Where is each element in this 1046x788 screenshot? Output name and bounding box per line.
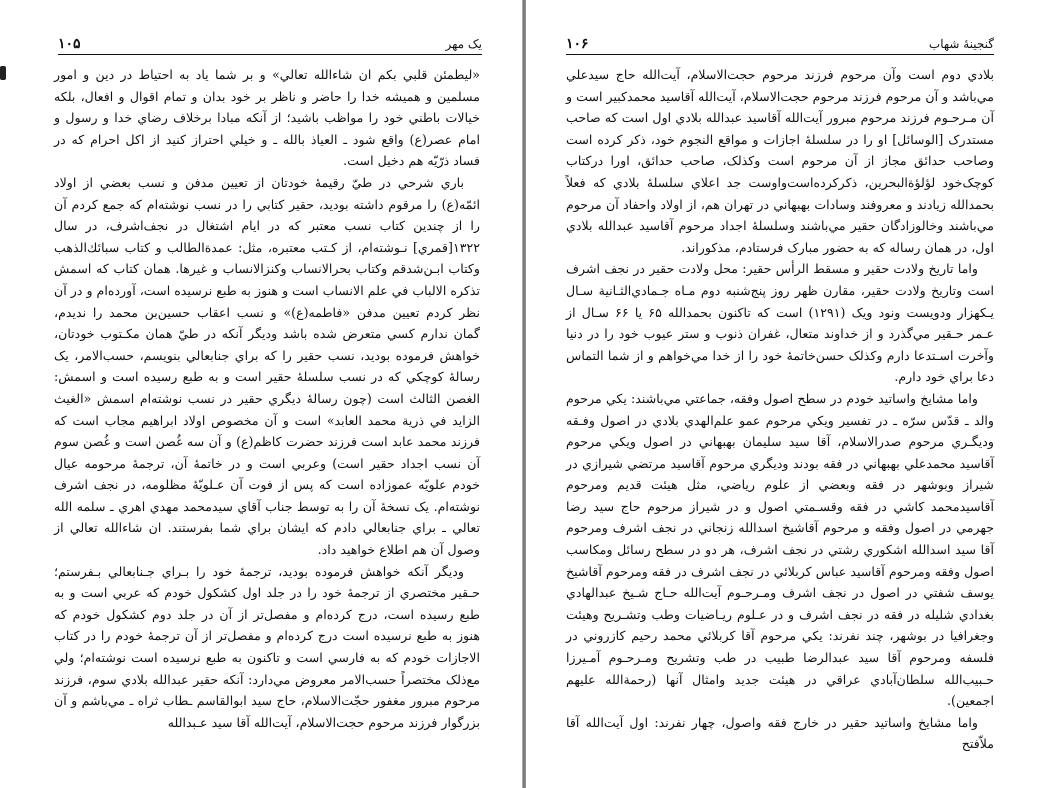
paragraph: واما تاريخ ولادت حقير و مسقط الرأس حقير: محل ولادت حقير در نجف اشرف است وتاريخ ولادت حقير، مقارن ظهر روز پنج‌شنبه دوم مـاه جـمادي‌الثـانية سـال يـكهزار ودويست ونود ويک (۱۲۹۱) است كه تاكنون بحمدالله ۶۵ يا ۶۶ سـال از عـمر حـقير مي‌گذرد و از خداوند متعال، غفران ذنوب و ستر عيوب خود را در دنيا وآخرت اسـتدعا دارم وكذلک حسن‌خاتمهٔ خود را از خدا مي‌خواهم و از شما التماس دعا براي خود دارم.	[566, 261, 994, 385]
page-edge-mark	[0, 66, 6, 80]
left-page-body	[54, 64, 480, 733]
paragraph: بلادي دوم است وآن مرحوم فرزند مرحوم حجت‌الاسلام، آيت‌الله حاج سيدعلي مي‌باشد و آن مرحوم فرزند مرحوم حجت‌الاسلام، آيت‌الله آقاسيد محمدكبير است و آن مـرحـوم فرزند مرحوم مبرور آيت‌الله آقاسيد عبدالله بلادي اول است كه صاحب مستدرک [الوسائل] او را در سلسلهٔ اجازات و مواقع النجوم خود، ذكر كرده است وصاحب حدائق مجاز از آن مرحوم است وكذلک، صاحب حدائق، اورا دركتاب كوچک‌خود لؤلؤة‌البحرين، ذكركرده‌است‌واوست جد اعلاي سلسلهٔ بلادي كه فعلاً بحمدالله زيادند و معروفند وسادات بهبهاني در تهران هم، از اولاد واحفاد آن مرحوم مي‌باشند وخالوزادگان حقير مي‌باشند وسلسلهٔ اجداد مرحوم آقاسيد عبدالله بلادي اول، در همان رساله كه به حضور مبارک فرستادم، مذكوراند.	[566, 67, 994, 255]
right-page-body	[566, 64, 994, 755]
page-number: ۱۰۶	[566, 36, 589, 52]
left-page-header	[58, 30, 482, 55]
page-number: ۱۰۵	[58, 36, 81, 52]
right-page-header	[566, 30, 994, 55]
paragraph: «ليطمئن قلبي بكم ان شاءالله تعالي» و بر شما ياد به احتياط در دين و امور مسلمين و هميشه خدا را حاضر و ناظر بر خود بدان و تمام اقوال و افعال، بلكه خيالات باطني خود را مواظب باشيد؛ از آنكه مبادا برخلاف رضاي خدا و رسول و امام عصر(ع) واقع شود ـ العياذ بالله ـ و خيلي احتراز كنيد از اكل احرام كه در فساد ذرّيّه هم دخيل است.	[54, 67, 480, 169]
paragraph: واما مشايخ واساتيد خودم در سطح اصول وفقه، جماعتي مي‌باشند: يكي مرحوم والد ـ قدّس سرّه ـ در تفسير ويكي مرحوم عمو علم‌الهدي بلادي در اصول وفـقه وديگـري مرحوم صدرالاسلام، آقا سيد سليمان بهبهاني در اصول ويكي مرحوم آقاسيد محمدعلي بهبهاني در فقه بودند وديگري مرحوم آقاسيد مرتضي شيرازي در شيراز وبوشهر در فقه وبعضي از علوم رياضي، مثل هيئت قديم ومرحوم آقاسيدمحمد كاشي در فقه وقسـمتي اصول و در شيراز مرحوم حاج سيد رضا جهرمي در اصول وفقه و مرحوم آقاشيخ اسدالله زنجاني در نجف اشرف ومرحوم آقا سيد اسدالله اشكوري رشتي در نجف اشرف، هر دو در سطح رسائل ومكاسب اصول وفقه ومرحوم آقاسيد عباس كربلائي در نجف اشرف در فقه ومرحوم آقاشيخ يوسف شفتي در اصول در نجف اشرف ومـرحـوم آيت‌الله حـاج شـيخ عبدالهادي بغدادي شليله در فقه در نجف اشرف و در عـلوم ريـاضيات وطب وتشـريح وهيئت وجغرافيا در بوشهر، چند نفرند: يكي مرحوم آقا كربلائي محمد رحيم كازروني در فلسفه ومرحوم آقا سيد عبدالرضا طبيب در طب وتشريح ومـرحـوم آمـيرزا حـبيب‌الله سلطان‌آبادي عراقي در هيئت جديد وامثال آنها (رحمةالله عليهم اجمعين).	[566, 390, 994, 709]
running-title: گنجينهٔ شهاب	[928, 37, 994, 51]
left-page	[0, 0, 522, 788]
running-title: يک مهر	[445, 37, 482, 51]
paragraph: باري شرحي در طيّ رقيمهٔ خودتان از تعيين مدفن و نسب بعضي از اولاد ائمّه(ع) را مرقوم داشته بوديد، حقير كتابي را در نسب نوشته‌ام كه جمع كردم آن را از چندين كتاب نسب معتبر كه در ايام اشتغال در نجف‌اشرف، در سال ۱۳۲۲[قمري] نـوشته‌ام، از كـتب معتبره، مثل: عمدة‌الطالب و كتاب سبائك‌الذهب وكتاب ابـن‌شدقم وكتاب بحرالانساب وكنزالانساب و غيرها. همان كتاب كه اسمش تذكره الالباب في علم الانساب است و هنوز به طبع نرسيده است، آورده‌ام و در آن نظر كردم تعيين مدفن «فاطمه(ع)» و نسب اعقاب حسين‌بن محمد را نديدم، گمان ندارم كسي متعرض شده باشد وديگر آنكه در طيّ همان مكـتوب خودتان، خواهش فرموده بوديد، نسب حقير را كه براي جنابعالي بنويسم، حسب‌الامر، يک رسالهٔ كوچكي كه در نسب سلسلهٔ حقير است و به طبع رسيده است و اسمش: الغصن الثالث است (چون رسالهٔ ديگري حقير در نسب نوشته‌ام اسمش «الغيث الزايد في ذرية محمد العابد» است و آن مخصوص اولاد ابراهيم مجاب است كه فرزند محمد عابد است فرزند حضرت كاظم(ع) و آن سه غُصن است و غُصن سوم آن نسب اجداد حقير است) وعربي است و در خاتمهٔ آن، ترجمهٔ مرحومه عيال خودم علويّه عموزاده است كه پس از فوت آن عـلويّهٔ مظلومه، در نجف اشرف نوشته‌ام. يک نسخهٔ آن را به توسط جناب آقاي سيدمحمد مهدي اهري ـ سلمه الله تعالي ـ براي جنابعالي دادم كه ايشان براي شما بفرستند. ان شاءالله تعالي از وصول آن هم اطلاع خواهيد داد.	[54, 174, 480, 558]
paragraph: واما مشايخ واساتيد حقير در خارج فقه واصول، چهار نفرند: اول آيت‌الله آقا ملاّفتح	[566, 714, 994, 752]
paragraph: وديگر آنكه خواهش فرموده بوديد، ترجمهٔ خود را بـراي جـنابعالي بـفرستم؛ حـقير مختصري از ترجمهٔ خود را در جلد اول كشكول خودم كه عربي است و به طبع رسيده است، درج كرده‌ام و مفصل‌تر از آن در جلد دوم كشكول خودم كه هنوز به طبع نرسيده است درج كرده‌ام و مفصل‌تر از آن ترجمهٔ خودم را در كتاب الاجازات خودم كه به فارسي است و تاكنون به طبع نرسيده است نوشته‌ام؛ ولي مع‌ذلک مختصراً حسب‌الامر معروض مي‌دارد: آنكه حقير عبدالله بلادي سوم، فرزند مرحوم مبرور مغفور حجّت‌الاسلام، حاج سيد ابوالقاسم ـطاب ثراه ـ مي‌باشم و آن بزرگوار فرزند مرحوم حجت‌الاسلام، آيت‌الله آقا سيد عـبدالله	[54, 563, 480, 730]
right-page	[526, 0, 1046, 788]
